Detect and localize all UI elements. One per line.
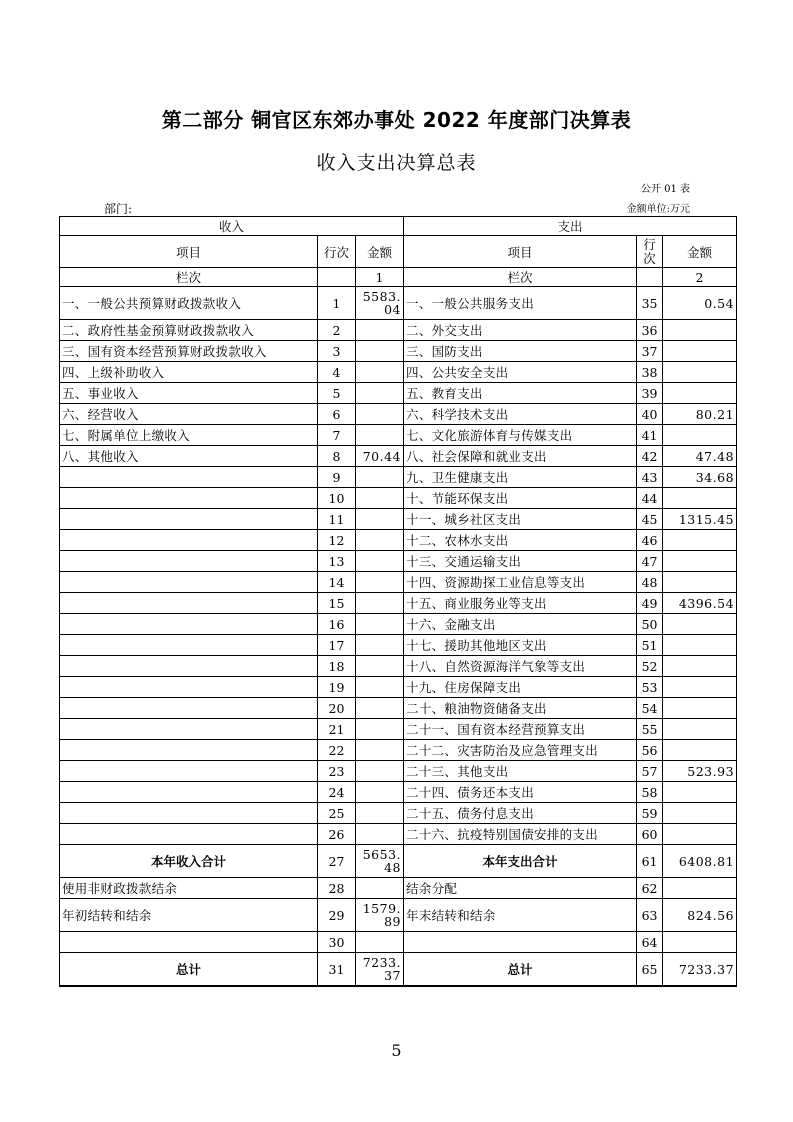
income-row-number-cell: 19 — [318, 677, 356, 698]
expense-item-cell: 本年支出合计 — [404, 845, 637, 878]
income-row-number-cell: 16 — [318, 614, 356, 635]
expense-lanci-row-empty — [637, 268, 663, 287]
expense-row-number-cell: 50 — [637, 614, 663, 635]
income-row-number-cell: 12 — [318, 530, 356, 551]
income-item-cell — [60, 719, 318, 740]
expense-row-number-cell: 35 — [637, 287, 663, 320]
expense-row-number-cell: 41 — [637, 425, 663, 446]
expense-row-number-cell: 49 — [637, 593, 663, 614]
income-section-header: 收入 — [60, 217, 404, 236]
income-row-number-cell: 15 — [318, 593, 356, 614]
income-amount-cell — [356, 824, 404, 845]
income-amount-cell — [356, 593, 404, 614]
expense-row-number-cell: 45 — [637, 509, 663, 530]
expense-item-cell: 一、一般公共服务支出 — [404, 287, 637, 320]
table-row — [60, 467, 737, 488]
income-item-cell: 三、国有资本经营预算财政拨款收入 — [60, 341, 318, 362]
expense-amount-cell — [663, 572, 737, 593]
income-amount-cell — [356, 677, 404, 698]
expense-item-cell: 二十四、债务还本支出 — [404, 782, 637, 803]
income-amount-cell — [356, 614, 404, 635]
table-row — [60, 761, 737, 782]
expense-item-cell: 十一、城乡社区支出 — [404, 509, 637, 530]
expense-row-number-cell: 44 — [637, 488, 663, 509]
table-row — [60, 614, 737, 635]
expense-amount-cell — [663, 932, 737, 953]
expense-amount-cell — [663, 740, 737, 761]
expense-amount-cell — [663, 530, 737, 551]
expense-row-number-cell: 62 — [637, 878, 663, 899]
expense-item-cell: 九、卫生健康支出 — [404, 467, 637, 488]
expense-row-number-cell: 56 — [637, 740, 663, 761]
income-row-number-cell: 8 — [318, 446, 356, 467]
expense-item-cell: 十四、资源勘探工业信息等支出 — [404, 572, 637, 593]
income-amount-cell: 5653.48 — [356, 845, 404, 878]
income-row-number-cell: 9 — [318, 467, 356, 488]
expense-item-cell: 二十、粮油物资储备支出 — [404, 698, 637, 719]
expense-item-cell: 十六、金融支出 — [404, 614, 637, 635]
document-title: 第二部分 铜官区东郊办事处 2022 年度部门决算表 — [161, 108, 632, 132]
income-item-cell: 六、经营收入 — [60, 404, 318, 425]
expense-item-cell: 二十二、灾害防治及应急管理支出 — [404, 740, 637, 761]
income-amount-cell — [356, 530, 404, 551]
expense-row-number-cell: 57 — [637, 761, 663, 782]
expense-amount-cell — [663, 803, 737, 824]
expense-amount-cell — [663, 878, 737, 899]
expense-row-header: 行次 — [637, 236, 663, 268]
income-item-cell — [60, 635, 318, 656]
expense-item-cell: 结余分配 — [404, 878, 637, 899]
income-item-cell — [60, 593, 318, 614]
income-row-number-cell: 3 — [318, 341, 356, 362]
income-lanci-row-empty — [318, 268, 356, 287]
expense-item-cell: 二、外交支出 — [404, 320, 637, 341]
income-amount-cell — [356, 932, 404, 953]
income-amount-cell — [356, 404, 404, 425]
expense-item-cell: 十九、住房保障支出 — [404, 677, 637, 698]
income-amount-cell — [356, 719, 404, 740]
expense-row-number-cell: 51 — [637, 635, 663, 656]
expense-amount-cell: 1315.45 — [663, 509, 737, 530]
income-row-number-cell: 7 — [318, 425, 356, 446]
table-row — [60, 782, 737, 803]
expense-row-number-cell: 37 — [637, 341, 663, 362]
expense-row-number-cell: 40 — [637, 404, 663, 425]
expense-amount-cell — [663, 362, 737, 383]
form-code: 公开 01 表 — [640, 184, 690, 195]
income-item-cell — [60, 572, 318, 593]
income-expense-table — [59, 216, 737, 987]
income-amount-cell — [356, 635, 404, 656]
income-item-cell — [60, 551, 318, 572]
expense-item-cell: 四、公共安全支出 — [404, 362, 637, 383]
expense-item-cell: 三、国防支出 — [404, 341, 637, 362]
lanci-row — [60, 268, 737, 287]
expense-row-number-cell: 53 — [637, 677, 663, 698]
income-amount-header: 金额 — [356, 236, 404, 268]
department-label: 部门: — [104, 202, 133, 216]
income-amount-cell — [356, 698, 404, 719]
table-row — [60, 362, 737, 383]
income-row-number-cell: 26 — [318, 824, 356, 845]
expense-row-number-cell: 52 — [637, 656, 663, 677]
expense-amount-cell: 80.21 — [663, 404, 737, 425]
income-amount-cell — [356, 467, 404, 488]
income-amount-cell — [356, 320, 404, 341]
income-item-cell: 四、上级补助收入 — [60, 362, 318, 383]
expense-item-cell: 六、科学技术支出 — [404, 404, 637, 425]
income-item-cell — [60, 824, 318, 845]
table-row — [60, 824, 737, 845]
table-row — [60, 320, 737, 341]
expense-item-cell: 十三、交通运输支出 — [404, 551, 637, 572]
income-item-cell: 本年收入合计 — [60, 845, 318, 878]
income-lanci-number: 1 — [356, 268, 404, 287]
income-amount-cell: 1579.89 — [356, 899, 404, 932]
amount-unit-label: 金额单位:万元 — [626, 204, 690, 215]
expense-row-number-cell: 42 — [637, 446, 663, 467]
table-row — [60, 446, 737, 467]
expense-section-header: 支出 — [404, 217, 737, 236]
expense-item-cell: 二十六、抗疫特别国债安排的支出 — [404, 824, 637, 845]
table-row — [60, 953, 737, 987]
income-amount-cell — [356, 383, 404, 404]
expense-item-cell — [404, 932, 637, 953]
income-amount-cell — [356, 803, 404, 824]
expense-item-cell: 二十三、其他支出 — [404, 761, 637, 782]
expense-row-number-cell: 38 — [637, 362, 663, 383]
income-item-header: 项目 — [60, 236, 318, 268]
income-row-number-cell: 17 — [318, 635, 356, 656]
income-amount-cell — [356, 362, 404, 383]
income-amount-cell — [356, 740, 404, 761]
income-row-header: 行次 — [318, 236, 356, 268]
income-amount-cell: 5583.04 — [356, 287, 404, 320]
expense-amount-cell: 47.48 — [663, 446, 737, 467]
income-item-cell — [60, 488, 318, 509]
expense-amount-cell: 0.54 — [663, 287, 737, 320]
income-amount-cell — [356, 656, 404, 677]
income-row-number-cell: 2 — [318, 320, 356, 341]
column-header-row — [60, 236, 737, 268]
income-item-cell — [60, 614, 318, 635]
table-row — [60, 287, 737, 320]
income-item-cell — [60, 698, 318, 719]
expense-amount-cell — [663, 425, 737, 446]
expense-item-cell: 七、文化旅游体育与传媒支出 — [404, 425, 637, 446]
income-row-number-cell: 10 — [318, 488, 356, 509]
table-row — [60, 899, 737, 932]
income-amount-cell — [356, 341, 404, 362]
expense-row-number-cell: 64 — [637, 932, 663, 953]
expense-amount-cell: 34.68 — [663, 467, 737, 488]
table-row — [60, 530, 737, 551]
expense-item-header: 项目 — [404, 236, 637, 268]
table-row — [60, 677, 737, 698]
expense-row-number-cell: 48 — [637, 572, 663, 593]
income-row-number-cell: 18 — [318, 656, 356, 677]
table-row — [60, 932, 737, 953]
expense-amount-cell: 6408.81 — [663, 845, 737, 878]
expense-item-cell: 二十一、国有资本经营预算支出 — [404, 719, 637, 740]
income-amount-cell — [356, 572, 404, 593]
income-item-cell: 使用非财政拨款结余 — [60, 878, 318, 899]
table-row — [60, 740, 737, 761]
income-row-number-cell: 27 — [318, 845, 356, 878]
income-row-number-cell: 29 — [318, 899, 356, 932]
table-row — [60, 803, 737, 824]
income-item-cell — [60, 677, 318, 698]
expense-row-number-cell: 60 — [637, 824, 663, 845]
expense-row-number-cell: 36 — [637, 320, 663, 341]
expense-item-cell: 十八、自然资源海洋气象等支出 — [404, 656, 637, 677]
expense-amount-cell — [663, 719, 737, 740]
income-item-cell — [60, 803, 318, 824]
expense-amount-cell — [663, 677, 737, 698]
expense-item-cell: 二十五、债务付息支出 — [404, 803, 637, 824]
income-row-number-cell: 6 — [318, 404, 356, 425]
income-row-number-cell: 11 — [318, 509, 356, 530]
income-row-number-cell: 31 — [318, 953, 356, 987]
table-row — [60, 572, 737, 593]
income-item-cell — [60, 509, 318, 530]
income-row-number-cell: 20 — [318, 698, 356, 719]
income-amount-cell — [356, 425, 404, 446]
table-row — [60, 719, 737, 740]
expense-amount-cell: 523.93 — [663, 761, 737, 782]
expense-row-number-cell: 58 — [637, 782, 663, 803]
income-row-number-cell: 13 — [318, 551, 356, 572]
income-item-cell: 二、政府性基金预算财政拨款收入 — [60, 320, 318, 341]
table-row — [60, 593, 737, 614]
expense-lanci-number: 2 — [663, 268, 737, 287]
expense-amount-cell — [663, 488, 737, 509]
expense-item-cell: 十二、农林水支出 — [404, 530, 637, 551]
income-row-number-cell: 5 — [318, 383, 356, 404]
table-row — [60, 845, 737, 878]
income-item-cell: 一、一般公共预算财政拨款收入 — [60, 287, 318, 320]
income-item-cell: 七、附属单位上缴收入 — [60, 425, 318, 446]
income-row-number-cell: 25 — [318, 803, 356, 824]
expense-item-cell: 八、社会保障和就业支出 — [404, 446, 637, 467]
income-row-number-cell: 21 — [318, 719, 356, 740]
income-amount-cell: 70.44 — [356, 446, 404, 467]
income-item-cell: 年初结转和结余 — [60, 899, 318, 932]
income-row-number-cell: 30 — [318, 932, 356, 953]
table-row — [60, 425, 737, 446]
income-row-number-cell: 1 — [318, 287, 356, 320]
expense-row-number-cell: 47 — [637, 551, 663, 572]
expense-row-number-cell: 54 — [637, 698, 663, 719]
expense-amount-cell: 7233.37 — [663, 953, 737, 987]
expense-amount-cell — [663, 698, 737, 719]
expense-amount-cell — [663, 824, 737, 845]
income-row-number-cell: 22 — [318, 740, 356, 761]
income-item-cell — [60, 656, 318, 677]
income-amount-cell — [356, 488, 404, 509]
table-row — [60, 488, 737, 509]
income-row-number-cell: 28 — [318, 878, 356, 899]
income-amount-cell — [356, 782, 404, 803]
income-item-cell: 八、其他收入 — [60, 446, 318, 467]
income-item-cell — [60, 782, 318, 803]
expense-item-cell: 五、教育支出 — [404, 383, 637, 404]
income-item-cell: 总计 — [60, 953, 318, 987]
expense-amount-cell — [663, 614, 737, 635]
income-amount-cell — [356, 509, 404, 530]
income-item-cell — [60, 467, 318, 488]
expense-row-number-cell: 61 — [637, 845, 663, 878]
expense-item-cell: 十五、商业服务业等支出 — [404, 593, 637, 614]
income-item-cell — [60, 932, 318, 953]
expense-row-number-cell: 63 — [637, 899, 663, 932]
expense-amount-cell — [663, 656, 737, 677]
expense-lanci-label: 栏次 — [404, 268, 637, 287]
expense-amount-cell — [663, 551, 737, 572]
expense-row-number-cell: 43 — [637, 467, 663, 488]
expense-amount-cell — [663, 341, 737, 362]
expense-amount-cell — [663, 782, 737, 803]
income-row-number-cell: 23 — [318, 761, 356, 782]
table-row — [60, 656, 737, 677]
table-row — [60, 509, 737, 530]
expense-item-cell: 总计 — [404, 953, 637, 987]
income-row-number-cell: 4 — [318, 362, 356, 383]
income-item-cell — [60, 740, 318, 761]
income-amount-cell: 7233.37 — [356, 953, 404, 987]
income-lanci-label: 栏次 — [60, 268, 318, 287]
income-item-cell: 五、事业收入 — [60, 383, 318, 404]
income-row-number-cell: 24 — [318, 782, 356, 803]
table-title: 收入支出决算总表 — [316, 152, 477, 174]
income-amount-cell — [356, 551, 404, 572]
section-header-row — [60, 217, 737, 236]
expense-row-number-cell: 59 — [637, 803, 663, 824]
expense-row-number-cell: 39 — [637, 383, 663, 404]
income-row-number-cell: 14 — [318, 572, 356, 593]
expense-amount-cell — [663, 320, 737, 341]
table-row — [60, 878, 737, 899]
expense-amount-cell: 4396.54 — [663, 593, 737, 614]
table-row — [60, 635, 737, 656]
page-number: 5 — [391, 1041, 402, 1060]
expense-amount-cell — [663, 635, 737, 656]
income-item-cell — [60, 530, 318, 551]
expense-item-cell: 十、节能环保支出 — [404, 488, 637, 509]
expense-item-cell: 十七、援助其他地区支出 — [404, 635, 637, 656]
income-item-cell — [60, 761, 318, 782]
income-amount-cell — [356, 878, 404, 899]
table-row — [60, 341, 737, 362]
table-row — [60, 551, 737, 572]
expense-amount-header: 金额 — [663, 236, 737, 268]
table-row — [60, 383, 737, 404]
table-row — [60, 404, 737, 425]
expense-row-number-cell: 46 — [637, 530, 663, 551]
expense-row-number-cell: 65 — [637, 953, 663, 987]
expense-amount-cell — [663, 383, 737, 404]
table-row — [60, 698, 737, 719]
expense-row-number-cell: 55 — [637, 719, 663, 740]
expense-item-cell: 年末结转和结余 — [404, 899, 637, 932]
income-amount-cell — [356, 761, 404, 782]
expense-amount-cell: 824.56 — [663, 899, 737, 932]
